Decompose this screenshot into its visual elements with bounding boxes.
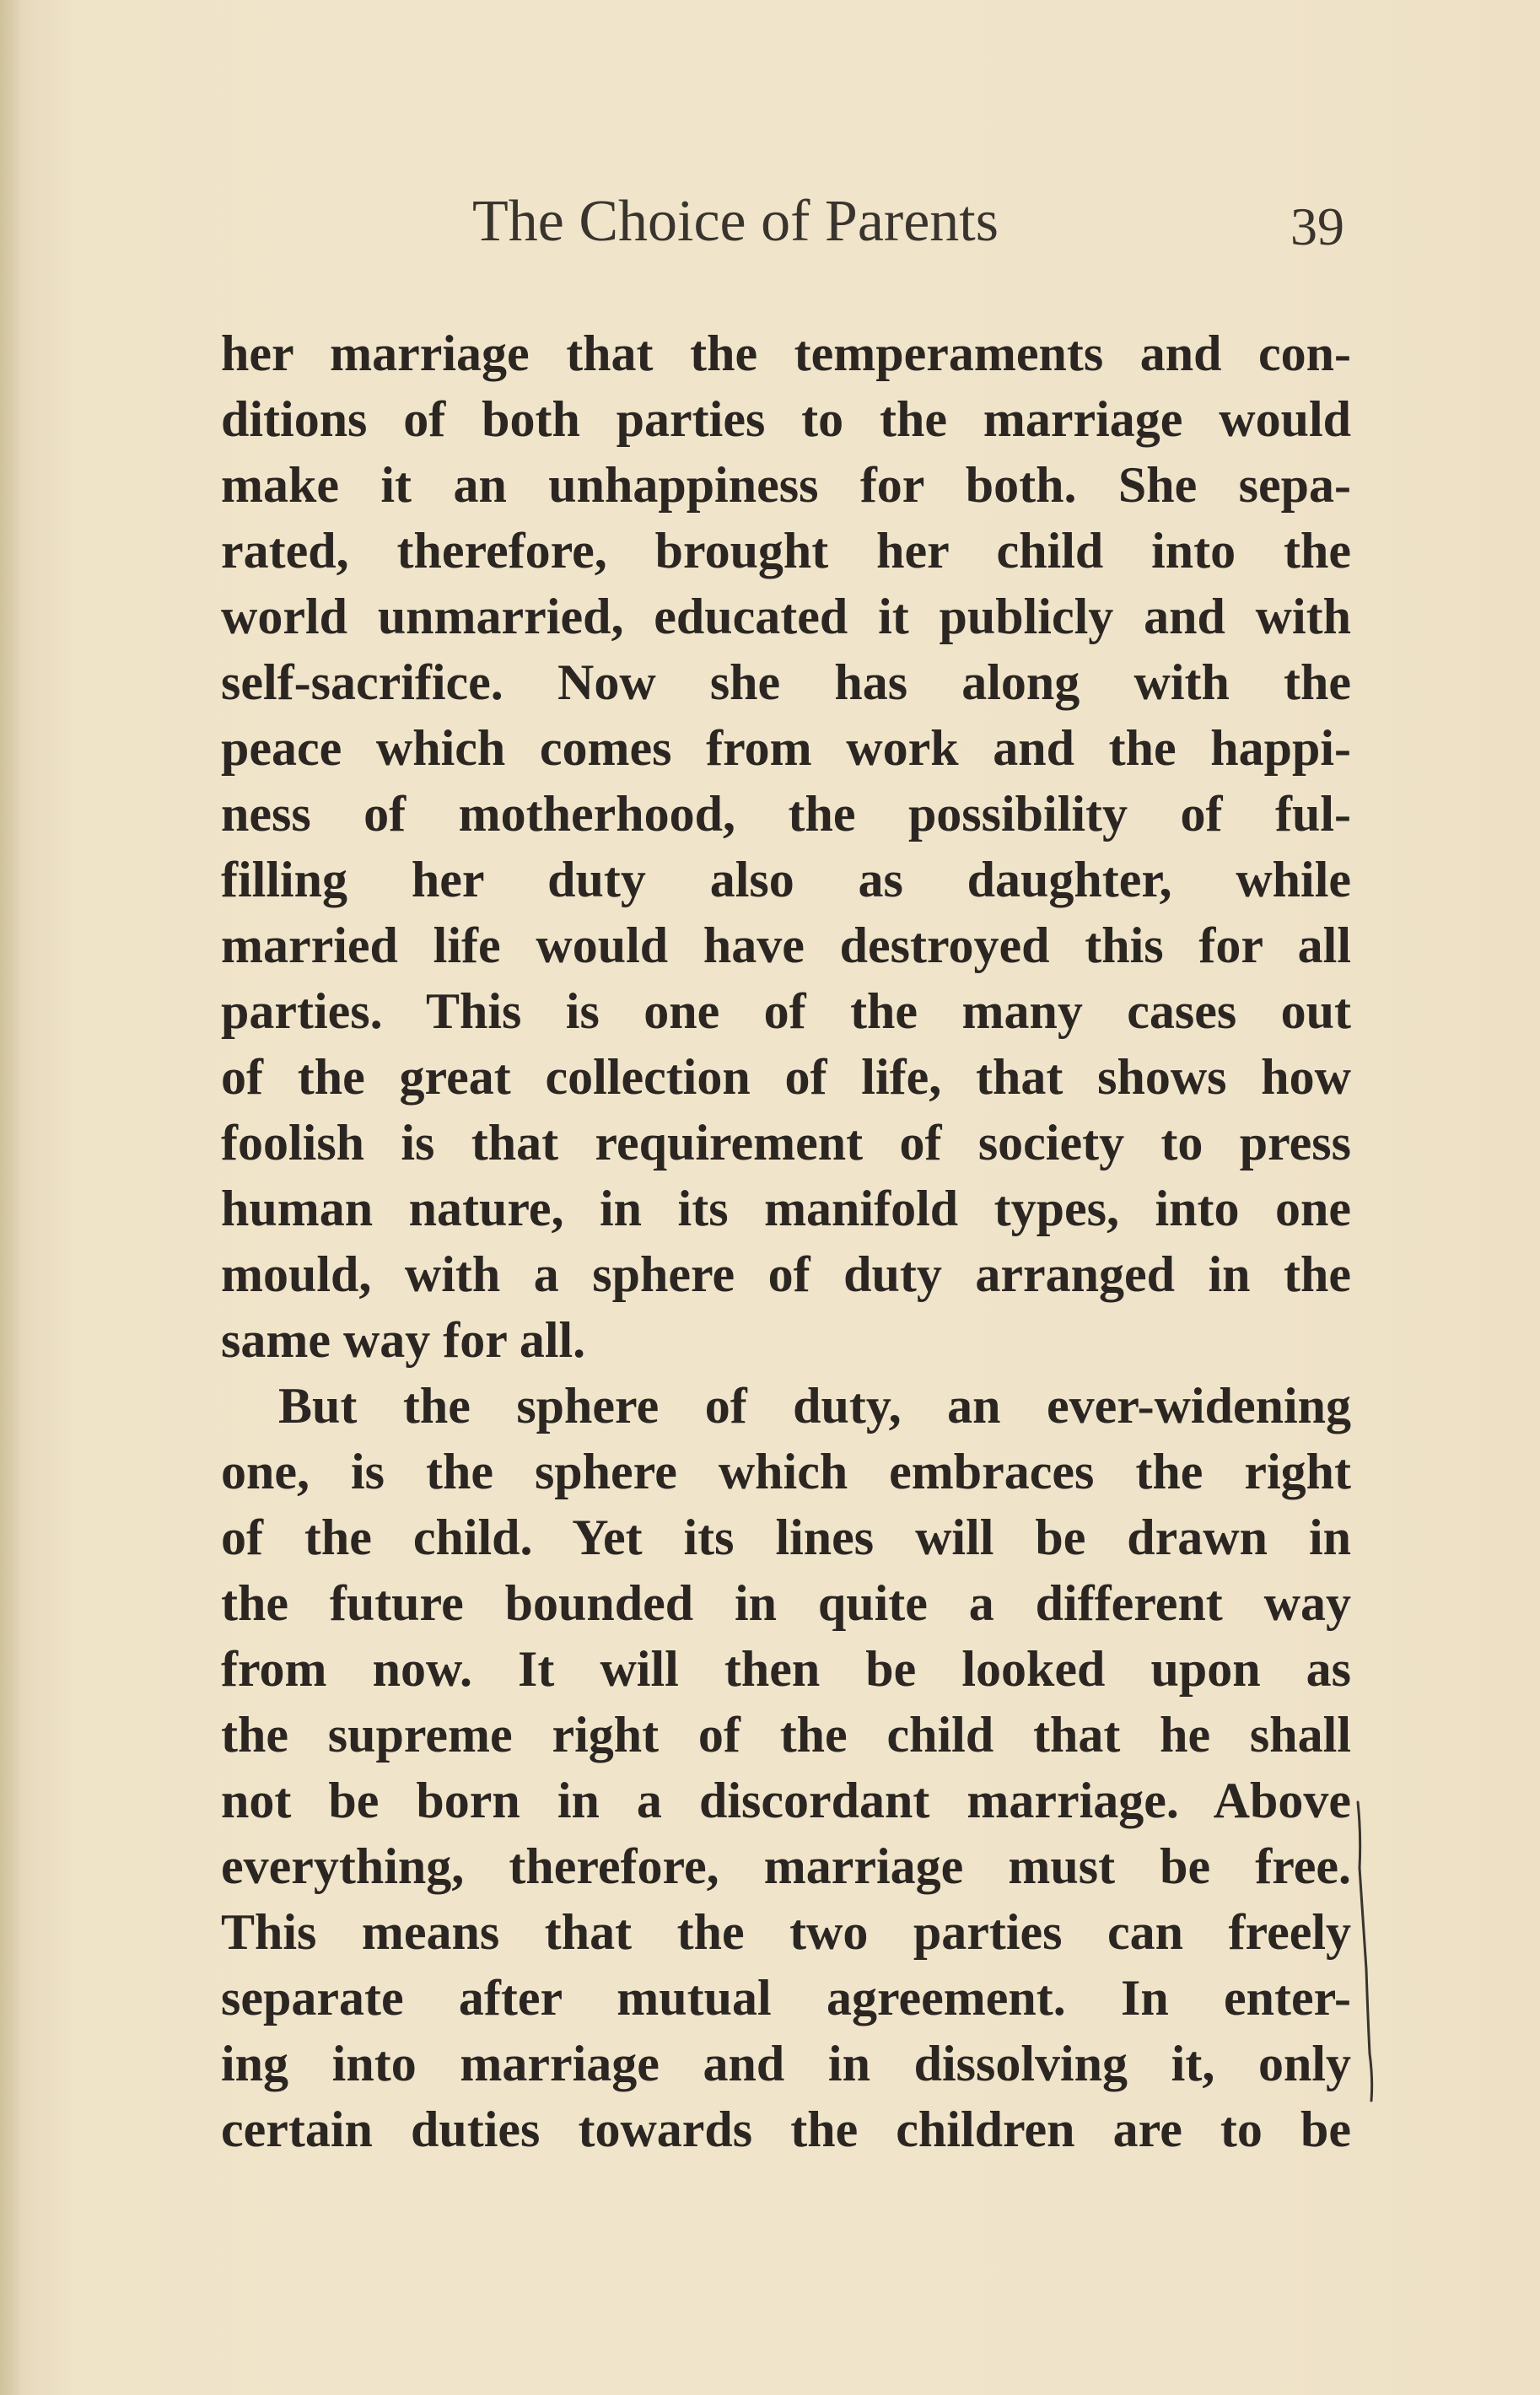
text-line: foolish is that requirement of society to press	[221, 1115, 1351, 1171]
text-line: world unmarried, educated it publicly and with	[221, 589, 1351, 644]
text-line: But the sphere of duty, an ever-widening	[278, 1378, 1351, 1434]
running-title: The Choice of Parents	[472, 189, 999, 254]
text-line: ness of motherhood, the possibility of ful-	[221, 786, 1351, 842]
text-line: filling her duty also as daughter, while	[221, 852, 1351, 907]
body-text	[221, 320, 1351, 2162]
text-line: same way for all.	[221, 1312, 586, 1368]
text-line: ing into marriage and in dissolving it, only	[221, 2036, 1351, 2091]
text-line: mould, with a sphere of duty arranged in the	[221, 1246, 1351, 1302]
text-line: ditions of both parties to the marriage would	[221, 391, 1351, 447]
text-line: the future bounded in quite a different way	[221, 1575, 1351, 1631]
text-line: rated, therefore, brought her child into the	[221, 523, 1351, 579]
text-line: the supreme right of the child that he shall	[221, 1707, 1351, 1763]
text-line: married life would have destroyed this for all	[221, 918, 1351, 973]
text-line: separate after mutual agreement. In enter-	[221, 1970, 1351, 2026]
text-line: one, is the sphere which embraces the right	[221, 1444, 1351, 1499]
text-line: her marriage that the temperaments and con-	[221, 326, 1351, 381]
text-line: not be born in a discordant marriage. Above	[221, 1773, 1351, 1828]
margin-pencil-mark	[1354, 1800, 1388, 2104]
text-line: certain duties towards the children are to be	[221, 2102, 1351, 2157]
text-line: of the child. Yet its lines will be drawn in	[221, 1510, 1351, 1565]
page-gutter	[0, 0, 20, 2395]
text-line: peace which comes from work and the happi-	[221, 720, 1351, 776]
text-line: make it an unhappiness for both. She sepa-	[221, 457, 1351, 513]
text-line: everything, therefore, marriage must be free.	[221, 1838, 1351, 1894]
page-number: 39	[1290, 196, 1344, 256]
text-line: self-sacrifice. Now she has along with the	[221, 654, 1351, 710]
text-line: human nature, in its manifold types, into one	[221, 1181, 1351, 1236]
text-line: This means that the two parties can freely	[221, 1904, 1351, 1960]
text-line: from now. It will then be looked upon as	[221, 1641, 1351, 1697]
text-line: parties. This is one of the many cases out	[221, 983, 1351, 1039]
running-head	[0, 184, 1540, 260]
text-line: of the great collection of life, that shows how	[221, 1049, 1351, 1105]
